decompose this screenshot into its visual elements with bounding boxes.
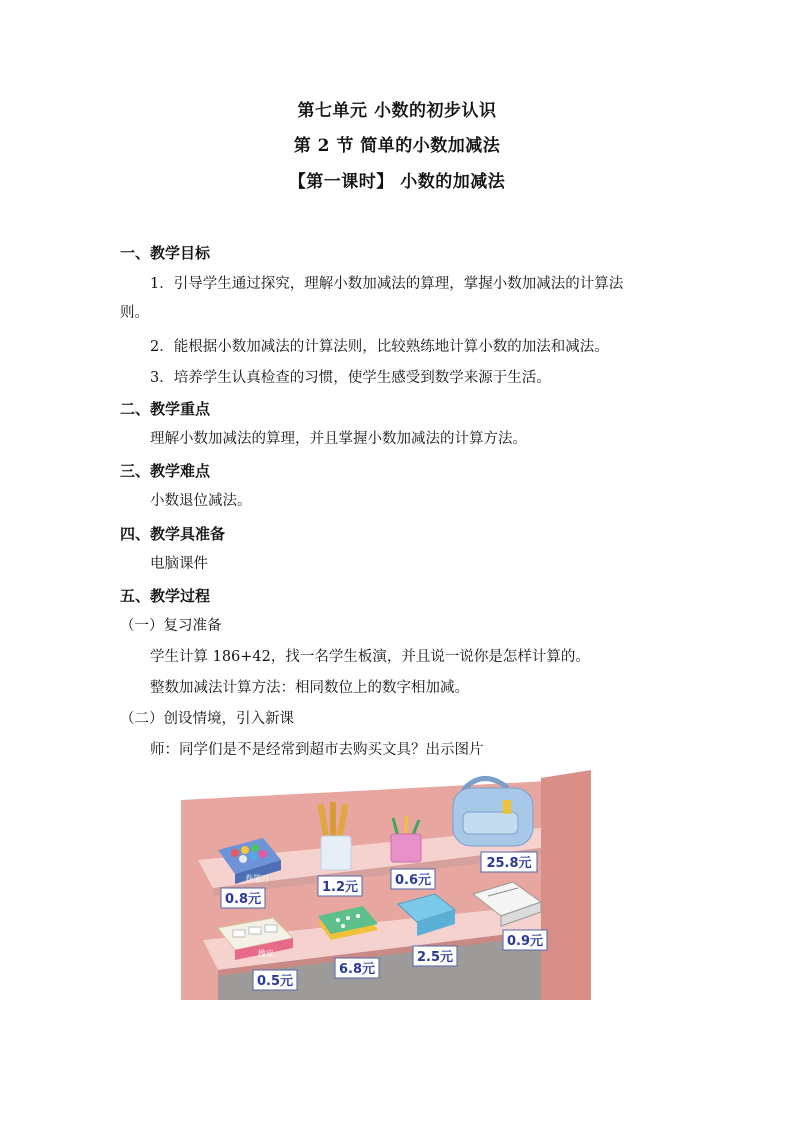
lesson-title: 【第一课时】 小数的加减法 <box>288 172 506 192</box>
goals-heading: 一、教学目标 <box>120 244 211 262</box>
svg-text:25.8元: 25.8元 <box>486 856 532 871</box>
goal-1-line-1: 1．引导学生通过探究，理解小数加减法的算理，掌握小数加减法的计算法 <box>150 276 624 292</box>
school-bag <box>453 778 533 846</box>
svg-text:0.6元: 0.6元 <box>394 873 432 888</box>
key-points-heading: 二、教学重点 <box>120 400 211 418</box>
goal-1-line-2: 则。 <box>120 305 149 321</box>
price-tag-eraser <box>253 970 297 990</box>
difficulties-heading: 三、教学难点 <box>120 462 211 480</box>
goal-2: 2．能根据小数加减法的计算法则，比较熟练地计算小数的加法和减法。 <box>150 339 609 355</box>
svg-text:0.5元: 0.5元 <box>256 974 294 989</box>
process-part-1-line-1: 学生计算 186+42，找一名学生板演，并且说一说你是怎样计算的。 <box>150 649 590 665</box>
sharpener-label: 卷笔刀 <box>245 874 269 883</box>
key-points-text: 理解小数加减法的算理，并且掌握小数加减法的计算方法。 <box>150 431 527 447</box>
svg-text:2.5元: 2.5元 <box>416 950 454 965</box>
svg-text:6.8元: 6.8元 <box>338 962 376 977</box>
price-tag-notebooks <box>413 946 457 966</box>
unit-title: 第七单元 小数的初步认识 <box>297 101 497 121</box>
process-heading: 五、教学过程 <box>120 587 211 605</box>
eraser-label: 橡皮 <box>258 949 274 958</box>
price-tag-sharpener <box>221 888 265 908</box>
difficulties-text: 小数退位减法。 <box>150 493 252 509</box>
shelf-side-panel <box>541 770 591 1000</box>
pencil-cup <box>318 802 351 870</box>
stationery-shelf-illustration <box>163 770 593 1000</box>
process-part-2-line-1: 师：同学们是不是经常到超市去购买文具？出示图片 <box>150 742 484 758</box>
goal-3: 3．培养学生认真检查的习惯，使学生感受到数学来源于生活。 <box>150 370 551 386</box>
process-part-1-line-2: 整数加减法计算方法：相同数位上的数字相加减。 <box>150 680 469 696</box>
price-tag-paper <box>503 930 547 950</box>
svg-text:0.9元: 0.9元 <box>506 934 544 949</box>
materials-text: 电脑课件 <box>150 556 208 572</box>
pen-cup <box>391 816 421 862</box>
section-title: 第 2 节 简单的小数加减法 <box>293 136 501 156</box>
process-part-2-title: （二）创设情境，引入新课 <box>120 711 294 727</box>
materials-heading: 四、教学具准备 <box>120 525 226 543</box>
svg-text:1.2元: 1.2元 <box>321 880 359 895</box>
price-tag-pens <box>391 869 435 889</box>
price-tag-bag <box>481 852 537 872</box>
svg-text:0.8元: 0.8元 <box>224 892 262 907</box>
price-tag-pencils <box>318 876 362 896</box>
process-part-1-title: （一）复习准备 <box>120 618 222 634</box>
price-tag-pencil-case <box>335 958 379 978</box>
